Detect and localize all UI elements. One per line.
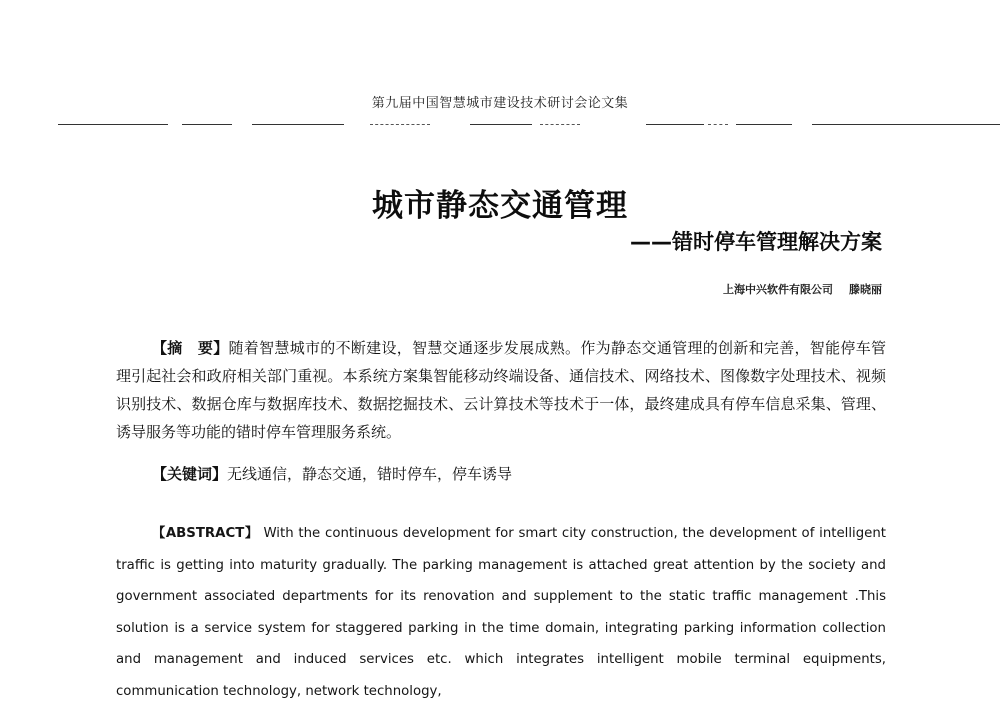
header-rule-segment (182, 124, 232, 125)
keywords-cn-text: 无线通信，静态交通，错时停车，停车诱导 (227, 465, 513, 483)
author-affiliation: 上海中兴软件有限公司 (723, 283, 833, 296)
abstract-en-label: 【ABSTRACT】 (152, 526, 259, 541)
abstract-cn-paragraph (116, 334, 886, 446)
header-rule-segment (540, 124, 580, 125)
paper-subtitle: ——错时停车管理解决方案 (630, 230, 882, 254)
paper-title: 城市静态交通管理 (372, 188, 628, 224)
header-rule-segment (58, 124, 168, 125)
abstract-cn-text: 随着智慧城市的不断建设，智慧交通逐步发展成熟。作为静态交通管理的创新和完善，智能停车管理引起社会和政府相关部门重视。本系统方案集智能移动终端设备、通信技术、网络技术、图像数字处理技术、视频识别技术、数据仓库与数据库技术、数据挖掘技术、云计算技术等技术于一体，最终建成具有停车信息采集、管理、诱导服务等功能的错时停车管理服务系统。 (116, 339, 886, 441)
header-rule-segment (252, 124, 344, 125)
header-rule-segment (646, 124, 704, 125)
abstract-cn-label: 【摘 要】 (152, 339, 229, 357)
author-line (723, 281, 882, 297)
keywords-cn-label: 【关键词】 (152, 465, 228, 483)
header-rule-segment (370, 124, 430, 125)
running-header: 第九届中国智慧城市建设技术研讨会论文集 (371, 96, 629, 111)
header-rule-segment (812, 124, 1000, 125)
header-rule-segment (708, 124, 728, 125)
header-rule-segment (736, 124, 792, 125)
header-rule-segment (470, 124, 532, 125)
chinese-abstract (116, 334, 886, 446)
english-abstract (116, 518, 886, 707)
abstract-en-text: With the continuous development for smart city construction, the development of intelligent traffic is getting into maturity gradually. The parking management is attached great attention by the society and government associated departments for its renovation and supplement to the static traffic management .This solution is a service system for staggered parking in the time domain, integrating parking information collection and management and induced services etc. which integrates intelligent mobile terminal equipments, communication technology, network technology, (116, 526, 887, 699)
author-name: 滕晓丽 (849, 283, 882, 296)
keywords-cn (152, 460, 512, 488)
abstract-en-paragraph (116, 518, 886, 707)
